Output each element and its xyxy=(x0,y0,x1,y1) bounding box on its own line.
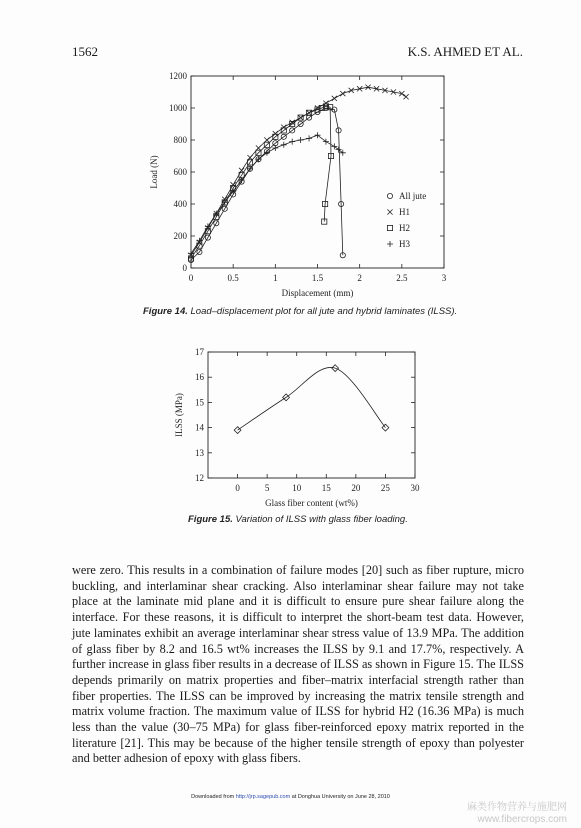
data-point xyxy=(289,139,295,145)
figure-14-chart xyxy=(0,0,581,310)
y-tick-label: 600 xyxy=(173,167,187,177)
series-line-1 xyxy=(191,87,406,255)
data-point xyxy=(298,137,304,143)
data-point xyxy=(306,135,312,141)
x-tick-label: 20 xyxy=(351,483,361,493)
legend-marker xyxy=(387,193,392,198)
footer-prefix: Downloaded from xyxy=(191,794,235,800)
y-tick-label: 14 xyxy=(195,422,204,433)
running-head-authors: K.S. AHMED ET AL. xyxy=(407,44,523,59)
legend-marker xyxy=(387,241,393,247)
y-tick-label: 1000 xyxy=(169,103,187,113)
y-tick-label: 200 xyxy=(173,231,187,241)
watermark-line-1: 麻类作物营养与施肥网 xyxy=(467,802,567,813)
data-point xyxy=(340,150,346,156)
x-tick-label: 1 xyxy=(273,273,278,283)
x-tick-label: 30 xyxy=(410,483,420,493)
legend-marker xyxy=(387,225,392,230)
series-line-0 xyxy=(191,108,343,260)
x-tick-label: 5 xyxy=(264,483,270,493)
figure-15-label: Figure 15. xyxy=(188,514,233,525)
figure-14-label: Figure 14. xyxy=(143,306,188,317)
data-point xyxy=(264,150,270,156)
data-point xyxy=(331,143,337,149)
series-line-2 xyxy=(191,106,331,258)
y-tick-label: 12 xyxy=(195,473,204,483)
body-paragraph: were zero. This results in a combination of failure modes [20] such as fiber rupture, micro buckling, and interlaminar shear cracking. Also interlaminar shear failure may not take place at the laminate mid plane and it is difficult to ensure pure shear failure along the interface. For these reasons, it is difficult to interpret the short-beam test data. However, jute laminates exhibit an average interlaminar shear stress value of 13.9 MPa. The addition of glass fiber by 8.2 and 16.5 wt% increases the ILSS by 9.1 and 17.7%, respectively. A further increase in glass fiber results in a decrease of ILSS as shown in Figure 15. The ILSS depends primarily on matrix properties and fiber–matrix interfacial strength rather than fiber properties. The ILSS can be improved by increasing the matrix tensile strength and matrix volume fraction. The maximum value of ILSS for hybrid H2 (16.36 MPa) is much less than the value (30–75 MPa) for glass fiber-reinforced epoxy matrix reported in the literature [21]. This may be because of the higher tensile strength of epoxy than polyester and better adhesion of epoxy with glass fibers. xyxy=(72,563,524,766)
x-tick-label: 3 xyxy=(441,273,447,283)
plot-frame xyxy=(208,352,415,478)
y-tick-label: 800 xyxy=(173,135,187,145)
figure-14-caption xyxy=(143,306,457,317)
data-point xyxy=(340,91,345,96)
page-number: 1562 xyxy=(72,44,98,59)
y-tick-label: 400 xyxy=(173,199,187,209)
y-tick-label: 16 xyxy=(195,372,204,383)
y-tick-label: 13 xyxy=(195,447,204,458)
legend-marker xyxy=(387,209,392,214)
data-point xyxy=(403,94,408,99)
figure-15-caption xyxy=(188,514,408,525)
y-tick-label: 17 xyxy=(195,347,204,357)
footer-suffix: at Donghua University on June 28, 2010 xyxy=(291,794,390,800)
body-text xyxy=(72,563,524,767)
data-point xyxy=(336,147,342,153)
legend-entry: H1 xyxy=(399,207,410,217)
x-tick-label: 1.5 xyxy=(311,273,324,283)
x-tick-label: 0.5 xyxy=(227,273,239,283)
data-point xyxy=(332,96,337,101)
data-point xyxy=(323,139,329,145)
footer-link[interactable]: http://jrp.sagepub.com xyxy=(235,794,291,800)
y-tick-label: 0 xyxy=(182,263,187,273)
data-point xyxy=(382,424,389,431)
data-point xyxy=(315,132,321,138)
figure-15-chart xyxy=(0,330,581,520)
x-tick-label: 2.5 xyxy=(396,273,408,283)
y-axis-label: Load (N) xyxy=(149,155,159,189)
data-point xyxy=(272,145,278,151)
legend-entry: All jute xyxy=(399,191,427,201)
x-axis-label: Glass fiber content (wt%) xyxy=(265,498,358,508)
x-tick-label: 0 xyxy=(235,483,240,493)
watermark-line-2: www.fibercrops.com xyxy=(477,814,567,825)
y-tick-label: 1200 xyxy=(169,71,187,81)
x-tick-label: 25 xyxy=(380,483,390,493)
figure-15-caption-text: Variation of ILSS with glass fiber loading. xyxy=(235,514,408,525)
y-tick-label: 15 xyxy=(195,397,204,408)
series-line-0 xyxy=(238,367,386,430)
x-tick-label: 0 xyxy=(188,273,194,283)
y-axis-label: ILSS (MPa) xyxy=(174,393,184,437)
figure-14-caption-text: Load–displacement plot for all jute and hybrid laminates (ILSS). xyxy=(190,306,458,317)
x-tick-label: 10 xyxy=(292,483,302,493)
x-axis-label: Displacement (mm) xyxy=(281,288,354,298)
site-watermark xyxy=(467,802,567,826)
x-tick-label: 15 xyxy=(321,483,331,493)
x-tick-label: 2 xyxy=(357,273,362,283)
legend-entry: H3 xyxy=(399,239,410,249)
data-point xyxy=(281,142,287,148)
download-footer xyxy=(0,794,581,800)
legend-entry: H2 xyxy=(399,223,410,233)
